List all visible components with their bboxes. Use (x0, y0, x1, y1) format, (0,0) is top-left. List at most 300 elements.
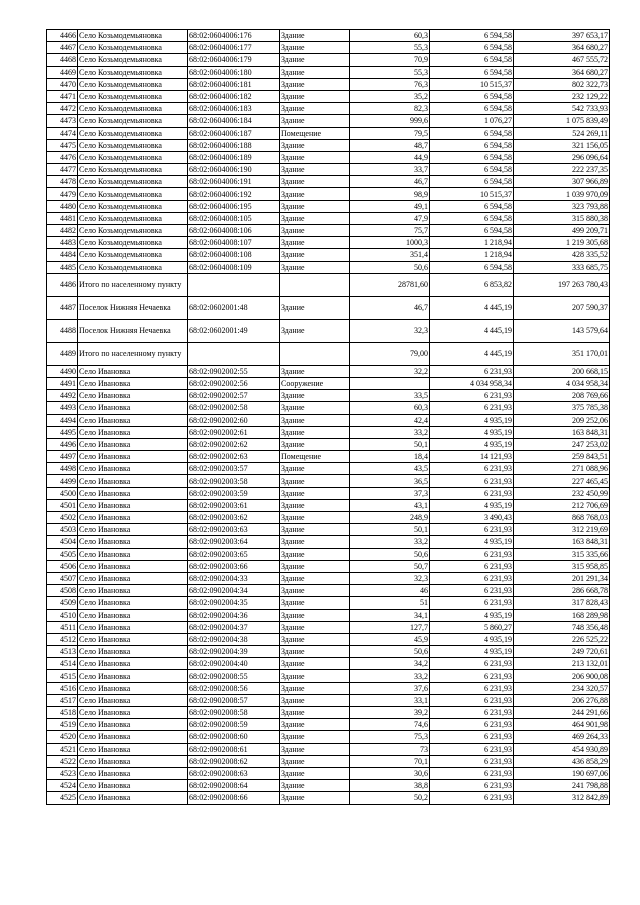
cadastral-value-cell: 206 900,08 (514, 670, 610, 682)
specific-value-cell: 6 231,93 (430, 694, 514, 706)
object-type-cell: Здание (280, 296, 350, 319)
specific-value-cell: 4 445,19 (430, 342, 514, 365)
object-type-cell: Здание (280, 30, 350, 42)
area-value-cell: 50,2 (350, 792, 430, 804)
table-row (47, 646, 610, 658)
table-row (47, 609, 610, 621)
object-type-cell: Здание (280, 475, 350, 487)
settlement-name-cell: Село Ивановка (78, 792, 188, 804)
row-number-cell: 4521 (47, 743, 78, 755)
settlement-name-cell: Село Ивановка (78, 670, 188, 682)
row-number-cell: 4512 (47, 633, 78, 645)
object-type-cell: Здание (280, 767, 350, 779)
cadastral-value-cell: 244 291,66 (514, 707, 610, 719)
row-number-cell: 4506 (47, 560, 78, 572)
area-value-cell: 50,6 (350, 646, 430, 658)
specific-value-cell: 6 231,93 (430, 463, 514, 475)
object-type-cell: Здание (280, 621, 350, 633)
cadastral-number-cell: 68:02:0902008:61 (188, 743, 280, 755)
row-number-cell: 4518 (47, 707, 78, 719)
settlement-name-cell: Село Ивановка (78, 463, 188, 475)
object-type-cell: Здание (280, 487, 350, 499)
area-value-cell: 37,6 (350, 682, 430, 694)
row-number-cell: 4513 (47, 646, 78, 658)
cadastral-number-cell: 68:02:0602001:48 (188, 296, 280, 319)
area-value-cell: 45,9 (350, 633, 430, 645)
cadastral-number-cell: 68:02:0902003:58 (188, 475, 280, 487)
area-value-cell: 75,3 (350, 731, 430, 743)
table-row (47, 524, 610, 536)
cadastral-value-cell: 315 880,38 (514, 212, 610, 224)
area-value-cell: 35,2 (350, 90, 430, 102)
settlement-name-cell: Село Ивановка (78, 707, 188, 719)
area-value-cell: 18,4 (350, 451, 430, 463)
object-type-cell: Здание (280, 609, 350, 621)
cadastral-value-cell: 208 769,66 (514, 390, 610, 402)
row-number-cell: 4504 (47, 536, 78, 548)
settlement-name-cell: Село Ивановка (78, 499, 188, 511)
settlement-name-cell: Село Козьмодемьяновка (78, 176, 188, 188)
cadastral-value-cell: 247 253,02 (514, 438, 610, 450)
area-value-cell: 28781,60 (350, 273, 430, 296)
cadastral-number-cell: 68:02:0902003:61 (188, 499, 280, 511)
cadastral-value-cell: 163 848,31 (514, 426, 610, 438)
row-number-cell: 4472 (47, 103, 78, 115)
cadastral-number-cell: 68:02:0604006:176 (188, 30, 280, 42)
table-row (47, 164, 610, 176)
table-row (47, 767, 610, 779)
settlement-name-cell: Село Ивановка (78, 755, 188, 767)
table-row (47, 151, 610, 163)
row-number-cell: 4477 (47, 164, 78, 176)
object-type-cell: Здание (280, 597, 350, 609)
specific-value-cell: 4 935,19 (430, 414, 514, 426)
cadastral-number-cell: 68:02:0604006:191 (188, 176, 280, 188)
row-number-cell: 4498 (47, 463, 78, 475)
settlement-name-cell: Село Козьмодемьяновка (78, 54, 188, 66)
area-value-cell: 70,1 (350, 755, 430, 767)
cadastral-value-cell: 542 733,93 (514, 103, 610, 115)
cadastral-value-cell: 207 590,37 (514, 296, 610, 319)
object-type-cell: Здание (280, 390, 350, 402)
area-value-cell: 43,5 (350, 463, 430, 475)
row-number-cell: 4489 (47, 342, 78, 365)
object-type-cell: Здание (280, 438, 350, 450)
cadastral-number-cell: 68:02:0604006:187 (188, 127, 280, 139)
table-row (47, 426, 610, 438)
cadastral-value-cell: 201 291,34 (514, 572, 610, 584)
row-number-cell: 4514 (47, 658, 78, 670)
cadastral-number-cell: 68:02:0604008:108 (188, 249, 280, 261)
object-type-cell: Здание (280, 463, 350, 475)
specific-value-cell: 6 231,93 (430, 658, 514, 670)
area-value-cell: 34,2 (350, 658, 430, 670)
settlement-name-cell: Село Ивановка (78, 731, 188, 743)
settlement-name-cell: Село Козьмодемьяновка (78, 42, 188, 54)
cadastral-number-cell: 68:02:0902008:60 (188, 731, 280, 743)
area-value-cell: 33,2 (350, 426, 430, 438)
row-number-cell: 4496 (47, 438, 78, 450)
cadastral-number-cell: 68:02:0902004:40 (188, 658, 280, 670)
cadastral-value-cell: 200 668,15 (514, 365, 610, 377)
cadastral-value-cell: 307 966,89 (514, 176, 610, 188)
cadastral-value-cell: 213 132,01 (514, 658, 610, 670)
cadastral-value-cell: 315 958,85 (514, 560, 610, 572)
table-row (47, 390, 610, 402)
settlement-name-cell: Село Ивановка (78, 633, 188, 645)
settlement-name-cell: Село Ивановка (78, 524, 188, 536)
settlement-name-cell: Село Ивановка (78, 585, 188, 597)
table-row (47, 499, 610, 511)
cadastral-value-cell: 333 685,75 (514, 261, 610, 273)
cadastral-number-cell: 68:02:0604008:109 (188, 261, 280, 273)
cadastral-number-cell: 68:02:0902004:34 (188, 585, 280, 597)
object-type-cell: Здание (280, 548, 350, 560)
object-type-cell (280, 273, 350, 296)
cadastral-number-cell: 68:02:0902004:39 (188, 646, 280, 658)
cadastral-value-cell: 232 450,99 (514, 487, 610, 499)
object-type-cell: Здание (280, 694, 350, 706)
row-number-cell: 4490 (47, 365, 78, 377)
object-type-cell: Здание (280, 633, 350, 645)
area-value-cell: 34,1 (350, 609, 430, 621)
area-value-cell: 33,5 (350, 390, 430, 402)
cadastral-value-cell: 1 039 970,09 (514, 188, 610, 200)
settlement-name-cell: Село Ивановка (78, 487, 188, 499)
settlement-name-cell: Село Козьмодемьяновка (78, 200, 188, 212)
cadastral-value-cell: 296 096,64 (514, 151, 610, 163)
specific-value-cell: 4 935,19 (430, 609, 514, 621)
object-type-cell: Здание (280, 225, 350, 237)
table-row (47, 438, 610, 450)
specific-value-cell: 5 860,27 (430, 621, 514, 633)
settlement-name-cell: Село Ивановка (78, 743, 188, 755)
specific-value-cell: 10 515,37 (430, 188, 514, 200)
object-type-cell: Здание (280, 792, 350, 804)
table-row (47, 597, 610, 609)
object-type-cell: Здание (280, 499, 350, 511)
object-type-cell: Здание (280, 42, 350, 54)
settlement-name-cell: Село Ивановка (78, 402, 188, 414)
area-value-cell: 43,1 (350, 499, 430, 511)
table-row (47, 536, 610, 548)
table-row (47, 792, 610, 804)
table-row (47, 365, 610, 377)
specific-value-cell: 6 594,58 (430, 66, 514, 78)
cadastral-value-cell: 249 720,61 (514, 646, 610, 658)
cadastral-number-cell: 68:02:0902008:58 (188, 707, 280, 719)
specific-value-cell: 1 218,94 (430, 249, 514, 261)
area-value-cell: 55,3 (350, 42, 430, 54)
row-number-cell: 4491 (47, 377, 78, 389)
cadastral-number-cell: 68:02:0604006:182 (188, 90, 280, 102)
table-row (47, 451, 610, 463)
cadastral-number-cell: 68:02:0902008:55 (188, 670, 280, 682)
area-value-cell: 39,2 (350, 707, 430, 719)
specific-value-cell: 6 231,93 (430, 560, 514, 572)
area-value-cell (350, 377, 430, 389)
cadastral-number-cell: 68:02:0902008:56 (188, 682, 280, 694)
area-value-cell: 55,3 (350, 66, 430, 78)
settlement-name-cell: Село Ивановка (78, 597, 188, 609)
table-row (47, 633, 610, 645)
cadastral-value-cell: 802 322,73 (514, 78, 610, 90)
specific-value-cell: 10 515,37 (430, 78, 514, 90)
settlement-name-cell: Село Ивановка (78, 414, 188, 426)
settlement-name-cell: Село Козьмодемьяновка (78, 249, 188, 261)
area-value-cell: 33,2 (350, 536, 430, 548)
cadastral-number-cell: 68:02:0902002:58 (188, 402, 280, 414)
row-number-cell: 4525 (47, 792, 78, 804)
row-number-cell: 4473 (47, 115, 78, 127)
specific-value-cell: 6 594,58 (430, 127, 514, 139)
object-type-cell: Здание (280, 139, 350, 151)
area-value-cell: 30,6 (350, 767, 430, 779)
table-row (47, 743, 610, 755)
area-value-cell: 44,9 (350, 151, 430, 163)
cadastral-value-cell: 286 668,78 (514, 585, 610, 597)
property-table (46, 29, 610, 805)
row-number-cell: 4501 (47, 499, 78, 511)
area-value-cell: 76,3 (350, 78, 430, 90)
table-row (47, 237, 610, 249)
cadastral-number-cell: 68:02:0902004:33 (188, 572, 280, 584)
specific-value-cell: 6 594,58 (430, 261, 514, 273)
settlement-name-cell: Село Козьмодемьяновка (78, 151, 188, 163)
object-type-cell (280, 342, 350, 365)
specific-value-cell: 4 034 958,34 (430, 377, 514, 389)
row-number-cell: 4520 (47, 731, 78, 743)
object-type-cell: Здание (280, 200, 350, 212)
specific-value-cell: 6 594,58 (430, 151, 514, 163)
area-value-cell: 999,6 (350, 115, 430, 127)
specific-value-cell: 4 935,19 (430, 646, 514, 658)
table-row (47, 127, 610, 139)
area-value-cell: 60,3 (350, 402, 430, 414)
specific-value-cell: 4 935,19 (430, 426, 514, 438)
area-value-cell: 48,7 (350, 139, 430, 151)
table-row (47, 487, 610, 499)
settlement-name-cell: Село Козьмодемьяновка (78, 212, 188, 224)
table-row (47, 42, 610, 54)
specific-value-cell: 6 231,93 (430, 767, 514, 779)
cadastral-value-cell: 1 219 305,68 (514, 237, 610, 249)
settlement-name-cell: Село Козьмодемьяновка (78, 139, 188, 151)
table-row (47, 342, 610, 365)
row-number-cell: 4500 (47, 487, 78, 499)
object-type-cell: Здание (280, 658, 350, 670)
cadastral-value-cell: 226 525,22 (514, 633, 610, 645)
object-type-cell: Здание (280, 90, 350, 102)
settlement-name-cell: Село Ивановка (78, 658, 188, 670)
specific-value-cell: 6 231,93 (430, 597, 514, 609)
row-number-cell: 4466 (47, 30, 78, 42)
table-row (47, 273, 610, 296)
specific-value-cell: 6 231,93 (430, 475, 514, 487)
specific-value-cell: 4 935,19 (430, 499, 514, 511)
table-body (47, 30, 610, 805)
table-row (47, 694, 610, 706)
area-value-cell: 50,6 (350, 548, 430, 560)
settlement-name-cell: Село Козьмодемьяновка (78, 103, 188, 115)
row-number-cell: 4524 (47, 780, 78, 792)
object-type-cell: Здание (280, 682, 350, 694)
table-row (47, 261, 610, 273)
specific-value-cell: 6 231,93 (430, 731, 514, 743)
object-type-cell: Здание (280, 572, 350, 584)
row-number-cell: 4476 (47, 151, 78, 163)
specific-value-cell: 6 231,93 (430, 390, 514, 402)
cadastral-number-cell (188, 342, 280, 365)
row-number-cell: 4471 (47, 90, 78, 102)
row-number-cell: 4479 (47, 188, 78, 200)
settlement-name-cell: Село Козьмодемьяновка (78, 115, 188, 127)
object-type-cell: Здание (280, 249, 350, 261)
cadastral-number-cell: 68:02:0604006:190 (188, 164, 280, 176)
specific-value-cell: 6 231,93 (430, 585, 514, 597)
area-value-cell: 75,7 (350, 225, 430, 237)
cadastral-number-cell: 68:02:0902003:59 (188, 487, 280, 499)
row-number-cell: 4515 (47, 670, 78, 682)
object-type-cell: Сооружение (280, 377, 350, 389)
specific-value-cell: 4 935,19 (430, 536, 514, 548)
table-row (47, 682, 610, 694)
object-type-cell: Здание (280, 707, 350, 719)
settlement-name-cell: Поселок Нижняя Нечаевка (78, 296, 188, 319)
table-row (47, 719, 610, 731)
object-type-cell: Помещение (280, 451, 350, 463)
cadastral-value-cell: 469 264,33 (514, 731, 610, 743)
object-type-cell: Здание (280, 512, 350, 524)
settlement-name-cell: Село Ивановка (78, 572, 188, 584)
object-type-cell: Здание (280, 414, 350, 426)
cadastral-value-cell: 4 034 958,34 (514, 377, 610, 389)
settlement-name-cell: Село Ивановка (78, 512, 188, 524)
cadastral-number-cell: 68:02:0902002:63 (188, 451, 280, 463)
settlement-name-cell: Село Ивановка (78, 780, 188, 792)
object-type-cell: Здание (280, 731, 350, 743)
specific-value-cell: 6 231,93 (430, 682, 514, 694)
specific-value-cell: 6 594,58 (430, 200, 514, 212)
object-type-cell: Здание (280, 176, 350, 188)
cadastral-value-cell: 467 555,72 (514, 54, 610, 66)
cadastral-number-cell: 68:02:0902004:37 (188, 621, 280, 633)
cadastral-number-cell: 68:02:0902002:56 (188, 377, 280, 389)
cadastral-value-cell: 464 901,98 (514, 719, 610, 731)
specific-value-cell: 6 231,93 (430, 670, 514, 682)
row-number-cell: 4485 (47, 261, 78, 273)
cadastral-value-cell: 143 579,64 (514, 319, 610, 342)
specific-value-cell: 1 218,94 (430, 237, 514, 249)
cadastral-number-cell: 68:02:0902004:36 (188, 609, 280, 621)
area-value-cell: 82,3 (350, 103, 430, 115)
cadastral-value-cell: 212 706,69 (514, 499, 610, 511)
table-row (47, 139, 610, 151)
object-type-cell: Здание (280, 743, 350, 755)
object-type-cell: Здание (280, 402, 350, 414)
settlement-name-cell: Село Ивановка (78, 548, 188, 560)
area-value-cell: 79,5 (350, 127, 430, 139)
table-row (47, 414, 610, 426)
table-row (47, 463, 610, 475)
row-number-cell: 4497 (47, 451, 78, 463)
specific-value-cell: 6 231,93 (430, 402, 514, 414)
table-row (47, 296, 610, 319)
settlement-name-cell: Село Ивановка (78, 621, 188, 633)
specific-value-cell: 6 594,58 (430, 176, 514, 188)
table-row (47, 402, 610, 414)
object-type-cell: Здание (280, 585, 350, 597)
row-number-cell: 4507 (47, 572, 78, 584)
row-number-cell: 4487 (47, 296, 78, 319)
table-row (47, 707, 610, 719)
table-row (47, 188, 610, 200)
area-value-cell: 49,1 (350, 200, 430, 212)
cadastral-number-cell: 68:02:0602001:49 (188, 319, 280, 342)
object-type-cell: Здание (280, 78, 350, 90)
cadastral-value-cell: 222 237,35 (514, 164, 610, 176)
row-number-cell: 4470 (47, 78, 78, 90)
cadastral-value-cell: 868 768,03 (514, 512, 610, 524)
table-row (47, 377, 610, 389)
specific-value-cell: 6 231,93 (430, 755, 514, 767)
table-row (47, 66, 610, 78)
cadastral-value-cell: 234 320,57 (514, 682, 610, 694)
object-type-cell: Здание (280, 151, 350, 163)
settlement-name-cell: Село Ивановка (78, 365, 188, 377)
table-row (47, 90, 610, 102)
area-value-cell: 351,4 (350, 249, 430, 261)
settlement-name-cell: Село Ивановка (78, 694, 188, 706)
specific-value-cell: 6 231,93 (430, 487, 514, 499)
settlement-name-cell: Село Козьмодемьяновка (78, 164, 188, 176)
cadastral-value-cell: 436 858,29 (514, 755, 610, 767)
settlement-name-cell: Село Козьмодемьяновка (78, 78, 188, 90)
specific-value-cell: 6 231,93 (430, 780, 514, 792)
cadastral-value-cell: 227 465,45 (514, 475, 610, 487)
table-row (47, 780, 610, 792)
settlement-name-cell: Село Козьмодемьяновка (78, 90, 188, 102)
cadastral-number-cell: 68:02:0902002:62 (188, 438, 280, 450)
specific-value-cell: 6 231,93 (430, 792, 514, 804)
row-number-cell: 4502 (47, 512, 78, 524)
table-row (47, 572, 610, 584)
specific-value-cell: 6 594,58 (430, 90, 514, 102)
object-type-cell: Здание (280, 103, 350, 115)
cadastral-number-cell: 68:02:0902003:66 (188, 560, 280, 572)
row-number-cell: 4486 (47, 273, 78, 296)
table-row (47, 249, 610, 261)
area-value-cell: 50,1 (350, 438, 430, 450)
cadastral-number-cell: 68:02:0902004:38 (188, 633, 280, 645)
specific-value-cell: 6 231,93 (430, 572, 514, 584)
settlement-name-cell: Итого по населенному пункту (78, 273, 188, 296)
settlement-name-cell: Село Ивановка (78, 719, 188, 731)
cadastral-number-cell: 68:02:0604008:105 (188, 212, 280, 224)
row-number-cell: 4468 (47, 54, 78, 66)
cadastral-number-cell: 68:02:0604006:192 (188, 188, 280, 200)
row-number-cell: 4488 (47, 319, 78, 342)
area-value-cell: 50,7 (350, 560, 430, 572)
object-type-cell: Здание (280, 719, 350, 731)
area-value-cell: 51 (350, 597, 430, 609)
table-row (47, 755, 610, 767)
cadastral-number-cell: 68:02:0902003:64 (188, 536, 280, 548)
row-number-cell: 4509 (47, 597, 78, 609)
area-value-cell: 32,2 (350, 365, 430, 377)
row-number-cell: 4519 (47, 719, 78, 731)
table-row (47, 176, 610, 188)
